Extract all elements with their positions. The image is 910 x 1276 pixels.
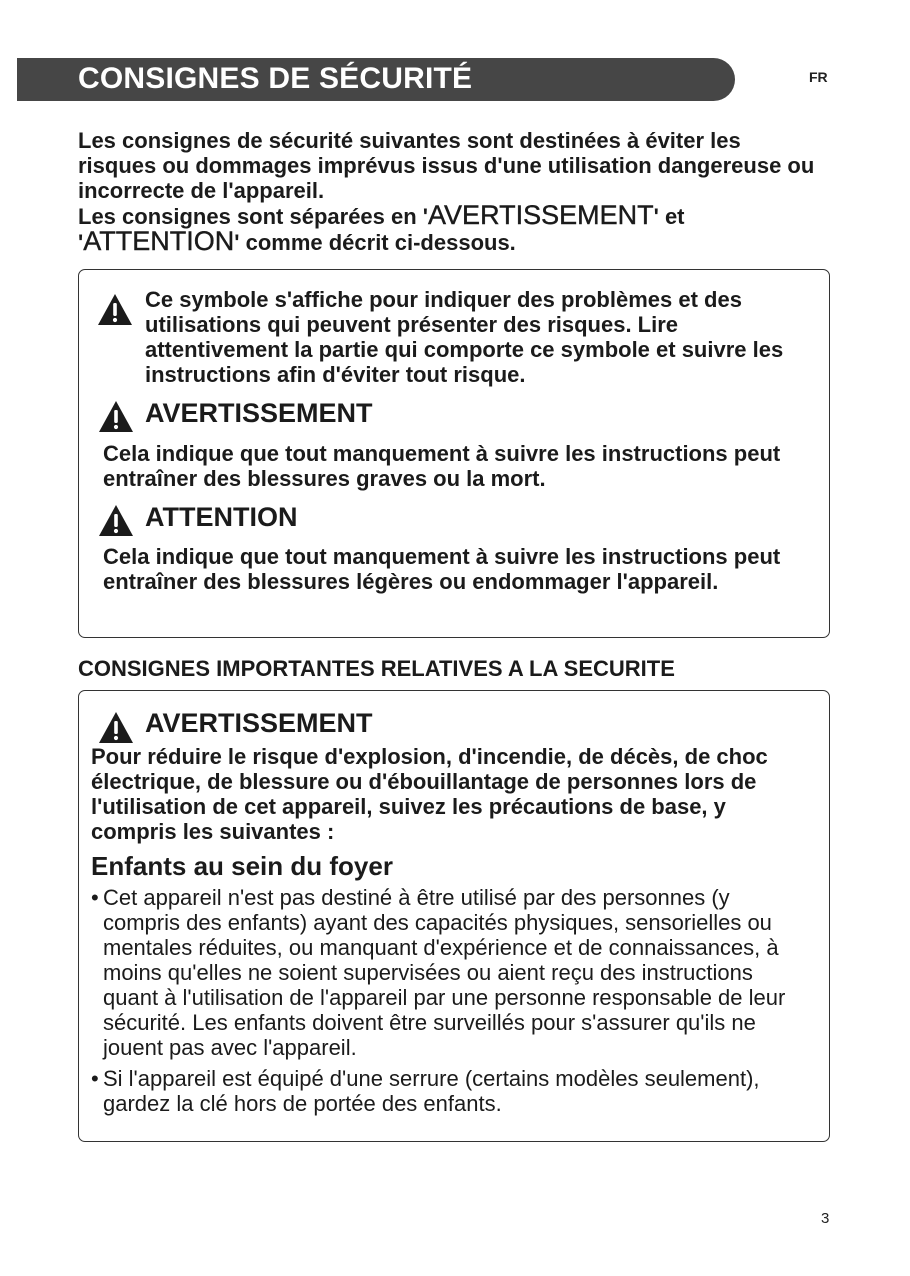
- warning-heading: AVERTISSEMENT: [145, 398, 373, 428]
- caution-heading: ATTENTION: [145, 502, 298, 532]
- warning-heading: AVERTISSEMENT: [145, 708, 373, 738]
- bullet-icon: •: [91, 885, 99, 910]
- safety-bullet-list: [91, 885, 811, 1122]
- warning-triangle-icon: [98, 711, 134, 744]
- warning-triangle-icon: [98, 400, 134, 433]
- legend-box: [78, 269, 830, 638]
- bullet-text: Si l'appareil est équipé d'une serrure (certains modèles seulement), gardez la clé hors de portée des enfants.: [103, 1066, 760, 1116]
- page-number: 3: [821, 1210, 830, 1227]
- intro-line-2: [78, 200, 818, 256]
- list-item: [91, 1066, 811, 1116]
- intro-caution-word: ATTENTION: [83, 226, 235, 256]
- bullet-text: Cet appareil n'est pas destiné à être utilisé par des personnes (y compris des enfants) ayant des capacités physiques, sensorielles ou mentales réduites, ou manquant d'expérience et de connaissances, à moins qu'elles ne soient supervisées ou aient reçu des instructions quant à l'utilisation de l'appareil par une personne responsable de leur sécurité. Les enfants doivent être surveillés pour s'assurer qu'ils ne jouent pas avec l'appareil.: [103, 885, 786, 1060]
- section-heading: CONSIGNES IMPORTANTES RELATIVES A LA SECURITE: [78, 656, 675, 681]
- language-code: FR: [809, 69, 828, 85]
- intro-line-2-suffix: ' comme décrit ci-dessous.: [234, 230, 516, 255]
- warning-triangle-icon: [97, 293, 133, 326]
- symbol-description: Ce symbole s'affiche pour indiquer des problèmes et des utilisations qui peuvent présenter des risques. Lire attentivement la partie qui comporte ce symbole et suivre les instructions afin d'éviter tout risque.: [145, 287, 784, 387]
- intro-warning-word: AVERTISSEMENT: [428, 200, 654, 230]
- page-title: CONSIGNES DE SÉCURITÉ: [78, 62, 473, 95]
- warning-description: Pour réduire le risque d'explosion, d'incendie, de décès, de choc électrique, de blessure ou d'ébouillantage de personnes lors de l'utilisation de cet appareil, suivez les précautions de base, y compris les suivantes :: [91, 744, 768, 844]
- warning-triangle-icon: [98, 504, 134, 537]
- intro-line-2-middle: ' et ': [78, 204, 685, 255]
- caution-description: Cela indique que tout manquement à suivre les instructions peut entraîner des blessures légères ou endommager l'appareil.: [103, 544, 781, 594]
- intro-paragraph: [78, 128, 818, 255]
- bullet-icon: •: [91, 1066, 99, 1091]
- list-item: [91, 885, 811, 1060]
- intro-line-2-prefix: Les consignes sont séparées en ': [78, 204, 429, 229]
- warning-description: Cela indique que tout manquement à suivre les instructions peut entraîner des blessures graves ou la mort.: [103, 441, 781, 491]
- important-safety-box: [78, 690, 830, 1142]
- intro-line-1: Les consignes de sécurité suivantes sont destinées à éviter les risques ou dommages imprévus issus d'une utilisation dangereuse ou incorrecte de l'appareil.: [78, 128, 815, 203]
- children-subheading: Enfants au sein du foyer: [91, 851, 393, 881]
